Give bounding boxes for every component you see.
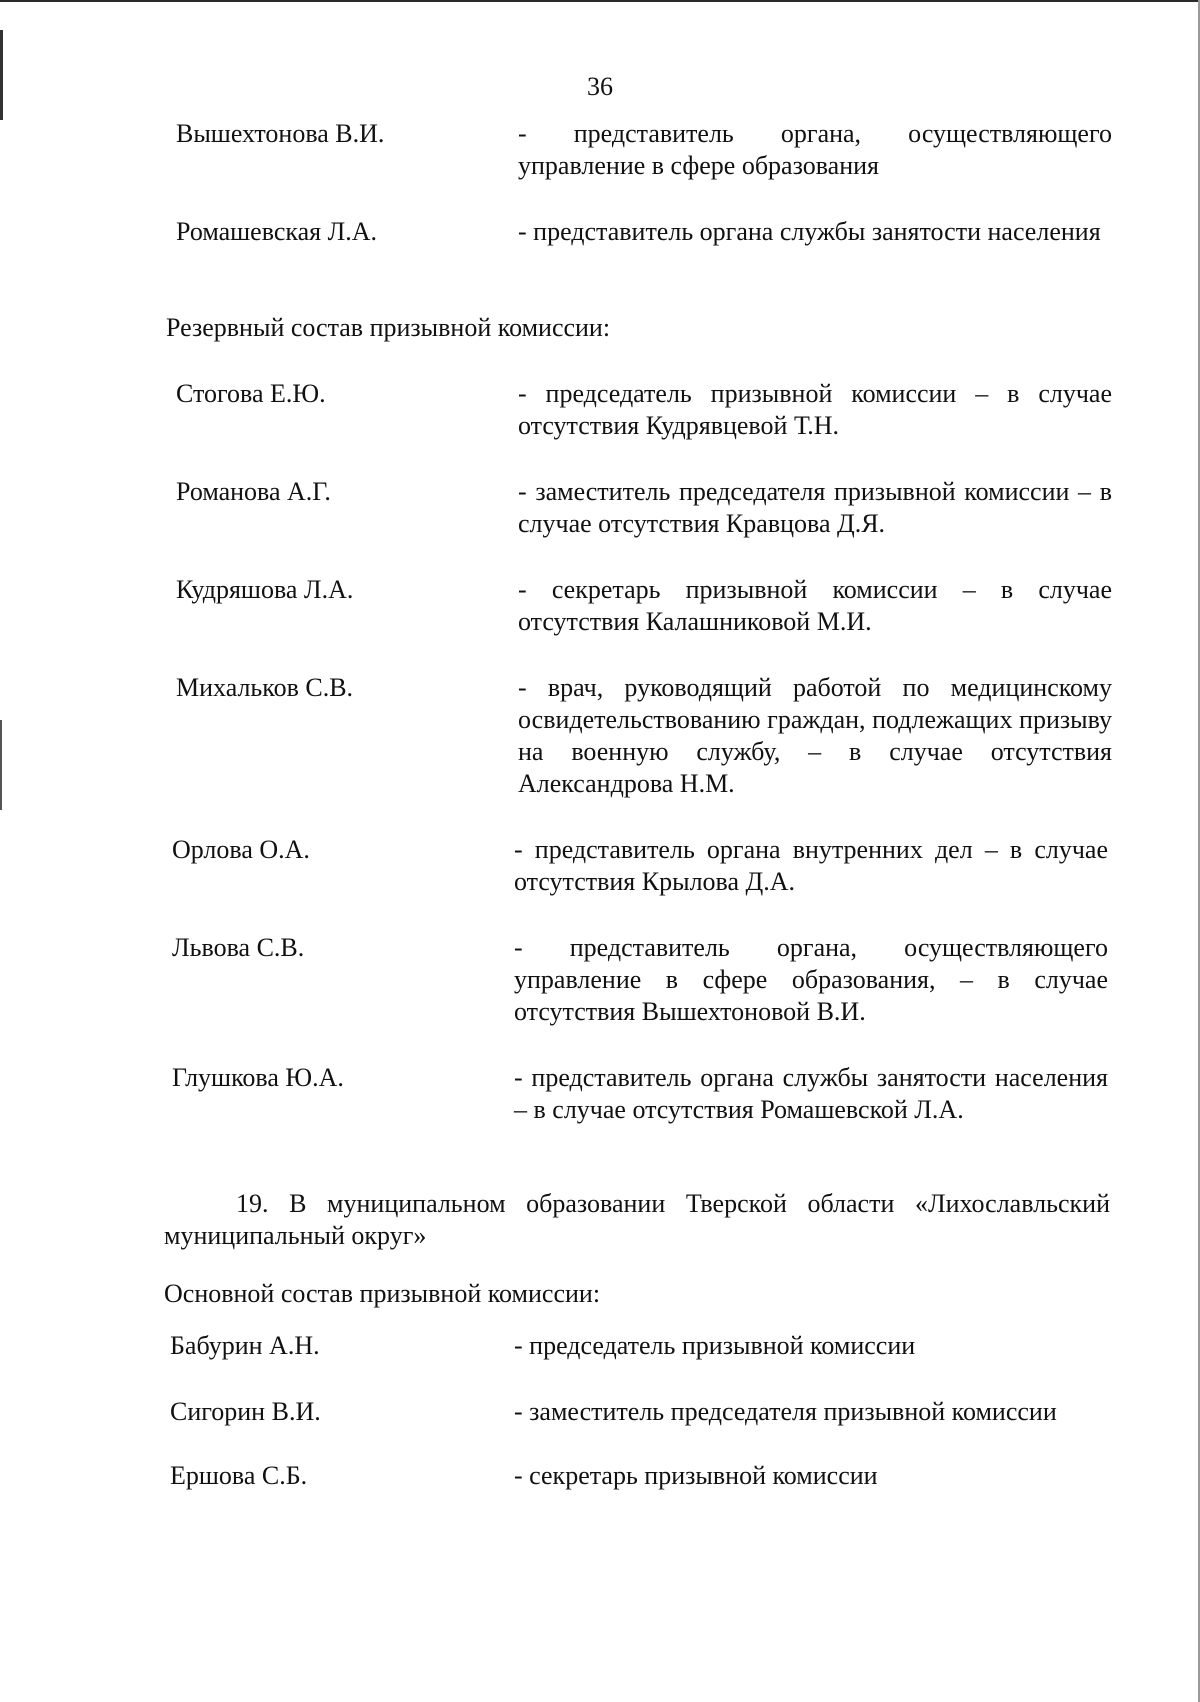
member-name: Ершова С.Б.	[170, 1461, 308, 1490]
main-heading: Основной состав призывной комиссии:	[164, 1279, 601, 1308]
reserve-heading: Резервный состав призывной комиссии:	[166, 313, 611, 342]
member-role: - секретарь призывной комиссии	[514, 1461, 878, 1490]
member-name: Михальков С.В.	[176, 673, 354, 702]
member-role: - председатель призывной комиссии – в случае отсутствия Кудрявцевой Т.Н.	[518, 379, 1112, 440]
member-name: Львова С.В.	[172, 933, 305, 962]
member-name: Бабурин А.Н.	[170, 1331, 320, 1360]
scan-edge-left-lower	[0, 720, 2, 810]
scan-edge-top	[0, 0, 1200, 2]
member-role: - председатель призывной комиссии	[514, 1331, 916, 1360]
member-name: Глушкова Ю.А.	[172, 1063, 344, 1092]
paragraph-19: 19. В муниципальном образовании Тверской области «Лихославльский муниципальный округ»	[164, 1189, 1110, 1250]
member-role: - представитель органа, осуществляющего управление в сфере образования	[518, 119, 1112, 180]
member-role: - заместитель председателя призывной комиссии	[514, 1397, 1057, 1426]
member-name: Стогова Е.Ю.	[176, 379, 326, 408]
member-name: Орлова О.А.	[172, 835, 310, 864]
member-name: Вышехтонова В.И.	[176, 119, 385, 148]
member-role: - представитель органа службы занятости населения – в случае отсутствия Ромашевской Л.А.	[514, 1063, 1108, 1124]
member-name: Кудряшова Л.А.	[176, 575, 354, 604]
member-name: Сигорин В.И.	[170, 1397, 321, 1426]
member-role: - секретарь призывной комиссии – в случае отсутствия Калашниковой М.И.	[518, 575, 1112, 636]
member-role: - представитель органа службы занятости населения	[518, 217, 1101, 246]
member-name: Романова А.Г.	[176, 477, 331, 506]
member-name: Ромашевская Л.А.	[176, 217, 378, 246]
member-role: - врач, руководящий работой по медицинскому освидетельствованию граждан, подлежащих призыву на военную службу, – в случае отсутствия Александрова Н.М.	[518, 673, 1112, 798]
member-role: - представитель органа, осуществляющего управление в сфере образования, – в случае отсутствия Вышехтоновой В.И.	[514, 933, 1108, 1026]
member-role: - представитель органа внутренних дел – в случае отсутствия Крылова Д.А.	[514, 835, 1108, 896]
page-number: 36	[587, 72, 613, 101]
member-role: - заместитель председателя призывной комиссии – в случае отсутствия Кравцова Д.Я.	[518, 477, 1112, 538]
